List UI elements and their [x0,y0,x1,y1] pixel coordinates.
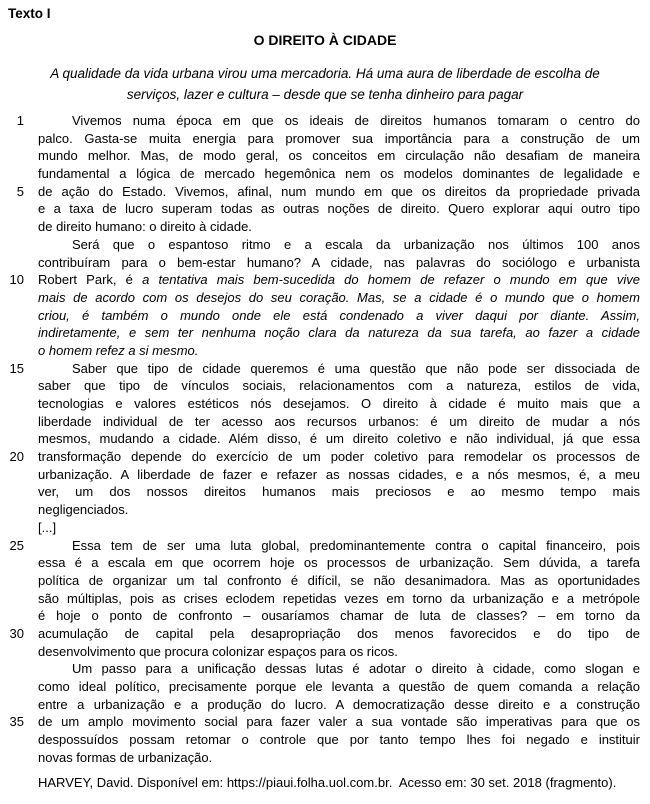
line-number: 1 [16,113,24,128]
line-text: palco. Gasta-se muita energia para promover sua importância para a construção de um [38,130,640,146]
text-line [38,466,640,484]
line-text: ver, um dos nossos direitos humanos mais preciosos e ao mesmo tempo mais [38,484,640,500]
text-line [38,289,640,307]
line-text: negligenciados. [38,502,129,518]
text-line [9,271,640,289]
line-text: Robert Park, é a tentativa mais bem-sucedida do homem de refazer o mundo em que vive [38,272,640,288]
text-line [38,147,640,165]
line-text: acumulação de capital pela desapropriação dos menos favorecidos e do tipo de [38,625,640,641]
line-text: saber que tipo de vínculos sociais, relacionamentos com a natureza, estilos de vida, [38,378,640,394]
line-text: Será que o espantoso ritmo e a escala da urbanização nos últimos 100 anos [72,236,640,252]
text-line [38,643,640,661]
subtitle [25,63,625,105]
text-line [38,572,640,590]
subtitle-line-1: A qualidade da vida urbana virou uma mercadoria. Há uma aura de liberdade de escolha de [50,66,600,81]
line-text: criou, é também o mundo onde ele está condenado a viver daqui por diante. Assim, [38,307,640,323]
text-line [38,377,640,395]
text-line [38,430,640,448]
text-line [38,413,640,431]
line-text: mesmos, mudando a cidade. Além disso, é um direito coletivo e não individual, já que essa [38,431,640,447]
line-number: 35 [9,714,24,730]
text-line [38,395,640,413]
line-text: despossuídos possam retomar o controle que por tanto tempo lhes foi negado e instituir [38,732,640,748]
text-line [38,519,640,537]
line-text: como ideal político, precisamente porque ele levanta a questão de quem comanda a relação [38,679,640,694]
text-line [38,607,640,625]
text-line [38,324,640,342]
line-text: entre a urbanização e a produção do lucro. A democratização desse direito e a construção [38,696,640,712]
page-title: O DIREITO À CIDADE [253,32,397,48]
text-label: Texto I [8,6,51,21]
text-line [38,660,640,678]
line-text: de ação do Estado. Vivemos, afinal, num mundo em que os direitos da propriedade privada [38,183,640,199]
text-line [16,112,640,130]
text-line [9,625,640,643]
line-text: e a taxa de lucro superam todas as outras noções de direito. Quero explorar aqui outro tipo [38,201,640,217]
text-line [9,360,640,378]
line-number: 20 [9,449,24,465]
text-line [38,731,640,749]
text-line [16,183,640,201]
line-text: política de organizar um tal confronto é difícil, se não desanimadora. Mas as oportunidades [38,572,640,588]
text-line [9,448,640,466]
text-line [38,130,640,148]
line-number: 30 [9,625,24,641]
text-line [38,165,640,183]
text-body [9,112,640,766]
text-line [38,236,640,254]
line-text: fundamental a lógica de mercado hegemônica nem os modelos dominantes de legalidade e [38,166,640,182]
line-text: contribuíram para o bem-estar humano? A cidade, nas palavras do sociólogo e urbanista [38,254,640,270]
text-line [38,696,640,714]
line-text: de direito humano: o direito à cidade. [38,219,252,235]
text-line [38,749,640,767]
line-text: Essa tem de ser uma luta global, predominantemente contra o capital financeiro, pois [72,537,640,553]
line-text: Um passo para a unificação dessas lutas é adotar o direito à cidade, como slogan e [72,661,640,677]
citation: HARVEY, David. Disponível em: https://piaui.folha.uol.com.br. Acesso em: 30 set. 2018 (fragmento). [38,775,617,791]
line-text: desenvolvimento que procura colonizar espaços para os ricos. [38,643,398,659]
line-text: mundo melhor. Mas, de modo geral, os conceitos em circulação não desafiam de maneira [38,148,640,164]
line-text: são múltiplas, pois as crises eclodem repetidas vezes em torno da urbanização e a metrópole [38,590,640,606]
line-text: [...] [38,519,57,535]
text-line [38,342,640,360]
line-text: novas formas de urbanização. [38,749,213,765]
line-text: Saber que tipo de cidade queremos é uma questão que não pode ser dissociada de [72,360,640,376]
line-number: 5 [16,183,24,199]
line-text: o homem refez a si mesmo. [38,342,199,358]
line-number: 10 [9,272,24,288]
text-line [38,501,640,519]
text-line [38,254,640,272]
line-text: mais de acordo com os desejos do seu coração. Mas, se a cidade é o mundo que o homem [38,289,640,305]
line-text: liberdade individual de ter acesso aos recursos urbanos: é um direito de mudar a nós [38,413,640,429]
text-line [9,537,640,555]
text-line [38,590,640,608]
subtitle-line-2: serviços, lazer e cultura – desde que se tenha dinheiro para pagar [126,87,524,102]
line-text: indiretamente, e sem ter nenhuma noção clara da natureza da sua tarefa, ao fazer a cidade [38,325,640,341]
text-line [38,307,640,325]
line-text: essa é a escala em que ocorrem hoje os processos de urbanização. Sem dúvida, a tarefa [38,555,640,571]
line-number: 15 [9,360,24,376]
line-text: Vivemos numa época em que os ideais de direitos humanos tomaram o centro do [72,113,640,128]
text-line [38,678,640,696]
line-number: 25 [9,537,24,553]
text-line [38,200,640,218]
text-line [38,218,640,236]
text-line [38,483,640,501]
line-text: transformação depende do exercício de um poder coletivo para remodelar os processos de [38,449,640,465]
line-text: tecnologias e valores estéticos nós desejamos. O direito à cidade é muito mais que a [38,396,640,411]
text-line [38,554,640,572]
line-text: urbanização. A liberdade de fazer e refazer as nossas cidades, e a nós mesmos, é, a meu [38,466,640,482]
text-line [9,713,640,731]
line-text: de um amplo movimento social para fazer valer a sua vontade são imperativas para que os [38,714,640,730]
line-text: é hoje o ponto de confronto – ousaríamos chamar de luta de classes? – em torno da [38,608,640,624]
